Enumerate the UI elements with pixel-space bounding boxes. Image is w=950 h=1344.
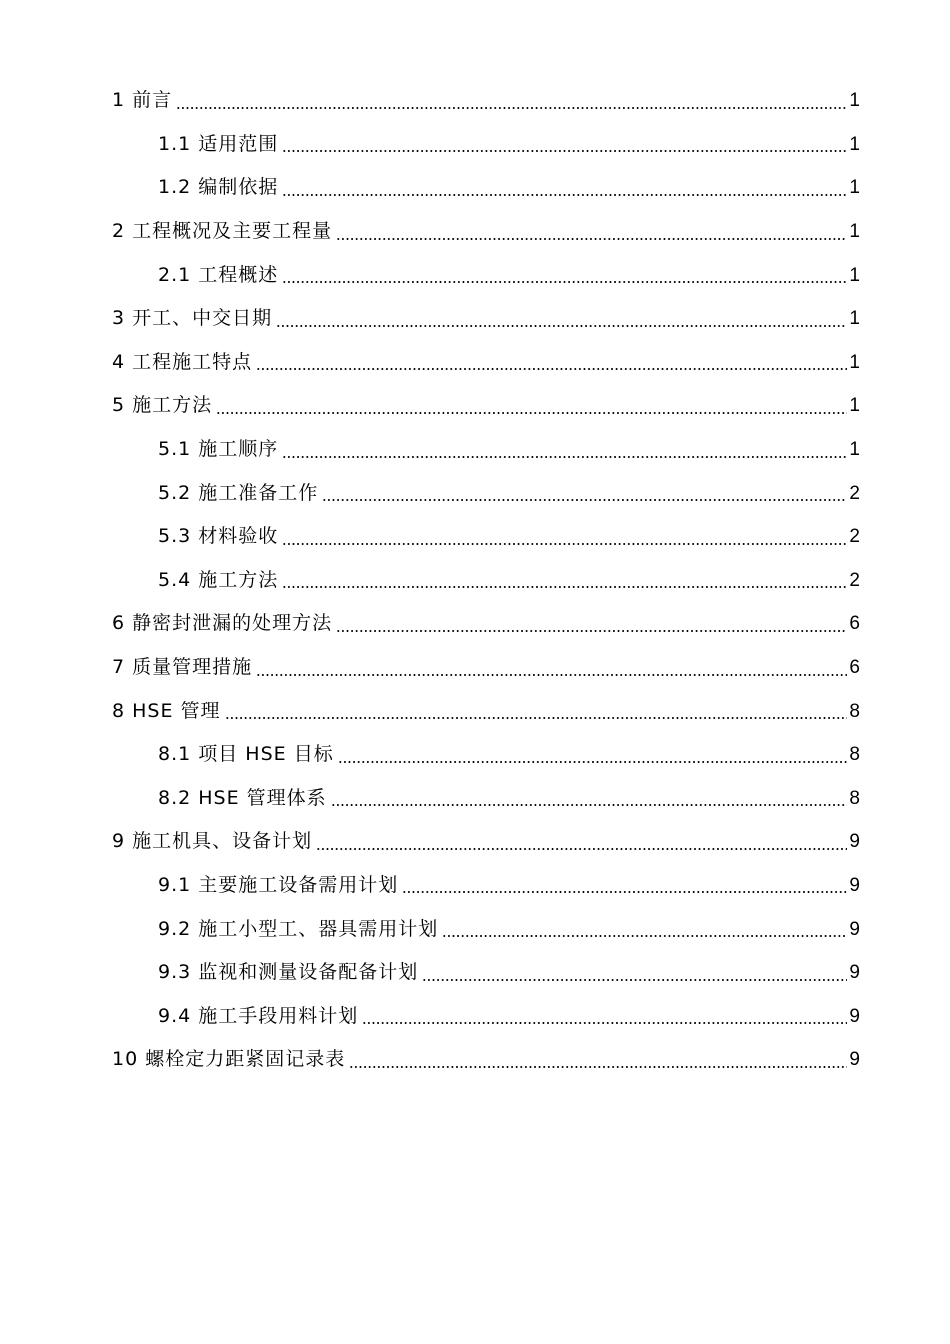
toc-page-number: 9: [849, 962, 860, 984]
toc-entry[interactable]: [0, 994, 950, 1038]
toc-entry-title: 5.1 施工顺序: [158, 438, 279, 461]
toc-entry[interactable]: [0, 166, 950, 210]
toc-entry[interactable]: [0, 864, 950, 908]
toc-page-number: 9: [849, 918, 860, 940]
toc-entry[interactable]: [0, 471, 950, 515]
toc-dot-leader: [282, 150, 847, 152]
toc-entry[interactable]: [0, 559, 950, 603]
toc-entry[interactable]: [0, 777, 950, 821]
toc-dot-leader: [336, 238, 847, 240]
toc-entry-title: 5.4 施工方法: [158, 568, 279, 591]
toc-entry-title: 5 施工方法: [112, 394, 213, 417]
toc-entry-title: 3 开工、中交日期: [112, 307, 273, 330]
toc-page-number: 1: [849, 439, 860, 461]
toc-dot-leader: [442, 935, 847, 937]
toc-page-number: 9: [849, 1005, 860, 1027]
toc-entry[interactable]: [0, 515, 950, 559]
toc-dot-leader: [216, 412, 847, 414]
toc-page-number: 1: [849, 177, 860, 199]
toc-dot-leader: [316, 848, 847, 850]
toc-dot-leader: [282, 456, 847, 458]
toc-dot-leader: [276, 325, 847, 327]
toc-dot-leader: [336, 630, 847, 632]
toc-entry[interactable]: [0, 733, 950, 777]
toc-dot-leader: [176, 107, 847, 109]
toc-entry[interactable]: [0, 341, 950, 385]
toc-page-number: 9: [849, 874, 860, 896]
toc-entry-title: 1.2 编制依据: [158, 176, 279, 199]
toc-dot-leader: [349, 1066, 847, 1068]
toc-page-number: 2: [849, 526, 860, 548]
toc-entry-title: 8 HSE 管理: [112, 699, 221, 722]
toc-entry-title: 9.4 施工手段用料计划: [158, 1004, 359, 1027]
toc-entry[interactable]: [0, 253, 950, 297]
toc-entry-title: 2 工程概况及主要工程量: [112, 220, 333, 243]
toc-entry[interactable]: [0, 428, 950, 472]
toc-page-number: 1: [849, 264, 860, 286]
toc-dot-leader: [282, 543, 847, 545]
toc-page-number: 9: [849, 1049, 860, 1071]
toc-dot-leader: [322, 499, 847, 501]
toc-dot-leader: [225, 717, 848, 719]
toc-entry-title: 8.2 HSE 管理体系: [158, 786, 327, 809]
toc-entry[interactable]: [0, 384, 950, 428]
toc-dot-leader: [256, 368, 847, 370]
toc-entry[interactable]: [0, 123, 950, 167]
toc-entry[interactable]: [0, 820, 950, 864]
toc-entry-title: 1 前言: [112, 89, 173, 112]
toc-entry[interactable]: [0, 646, 950, 690]
toc-entry-title: 5.3 材料验收: [158, 525, 279, 548]
toc-entry[interactable]: [0, 210, 950, 254]
toc-dot-leader: [362, 1022, 847, 1024]
toc-entry-title: 1.1 适用范围: [158, 132, 279, 155]
toc-dot-leader: [338, 761, 848, 763]
table-of-contents: [0, 79, 950, 1082]
toc-entry-title: 9 施工机具、设备计划: [112, 830, 313, 853]
toc-dot-leader: [402, 891, 847, 893]
toc-entry[interactable]: [0, 951, 950, 995]
toc-page-number: 8: [849, 744, 860, 766]
toc-page-number: 8: [849, 700, 860, 722]
toc-page-number: 6: [849, 657, 860, 679]
toc-dot-leader: [256, 674, 847, 676]
toc-entry[interactable]: [0, 79, 950, 123]
toc-page-number: 1: [849, 133, 860, 155]
toc-entry-title: 4 工程施工特点: [112, 350, 253, 373]
toc-entry-title: 10 螺栓定力距紧固记录表: [112, 1048, 346, 1071]
toc-entry-title: 6 静密封泄漏的处理方法: [112, 612, 333, 635]
toc-page-number: 2: [849, 482, 860, 504]
toc-entry-title: 9.2 施工小型工、器具需用计划: [158, 917, 439, 940]
toc-page-number: 8: [849, 787, 860, 809]
toc-page-number: 1: [849, 395, 860, 417]
toc-dot-leader: [282, 586, 847, 588]
toc-entry-title: 8.1 项目 HSE 目标: [158, 743, 334, 766]
toc-entry[interactable]: [0, 602, 950, 646]
toc-dot-leader: [282, 194, 847, 196]
toc-page-number: 1: [849, 221, 860, 243]
toc-page-number: 6: [849, 613, 860, 635]
toc-page-number: 1: [849, 308, 860, 330]
toc-dot-leader: [331, 804, 848, 806]
toc-entry-title: 9.1 主要施工设备需用计划: [158, 873, 399, 896]
toc-entry[interactable]: [0, 1038, 950, 1082]
toc-page-number: 1: [849, 90, 860, 112]
toc-page-number: 2: [849, 569, 860, 591]
toc-entry-title: 9.3 监视和测量设备配备计划: [158, 961, 419, 984]
toc-page-number: 9: [849, 831, 860, 853]
toc-entry[interactable]: [0, 689, 950, 733]
toc-entry-title: 5.2 施工准备工作: [158, 481, 319, 504]
toc-page-number: 1: [849, 351, 860, 373]
toc-entry-title: 7 质量管理措施: [112, 656, 253, 679]
toc-entry[interactable]: [0, 297, 950, 341]
toc-dot-leader: [422, 979, 847, 981]
toc-entry[interactable]: [0, 907, 950, 951]
toc-entry-title: 2.1 工程概述: [158, 263, 279, 286]
toc-dot-leader: [282, 281, 847, 283]
